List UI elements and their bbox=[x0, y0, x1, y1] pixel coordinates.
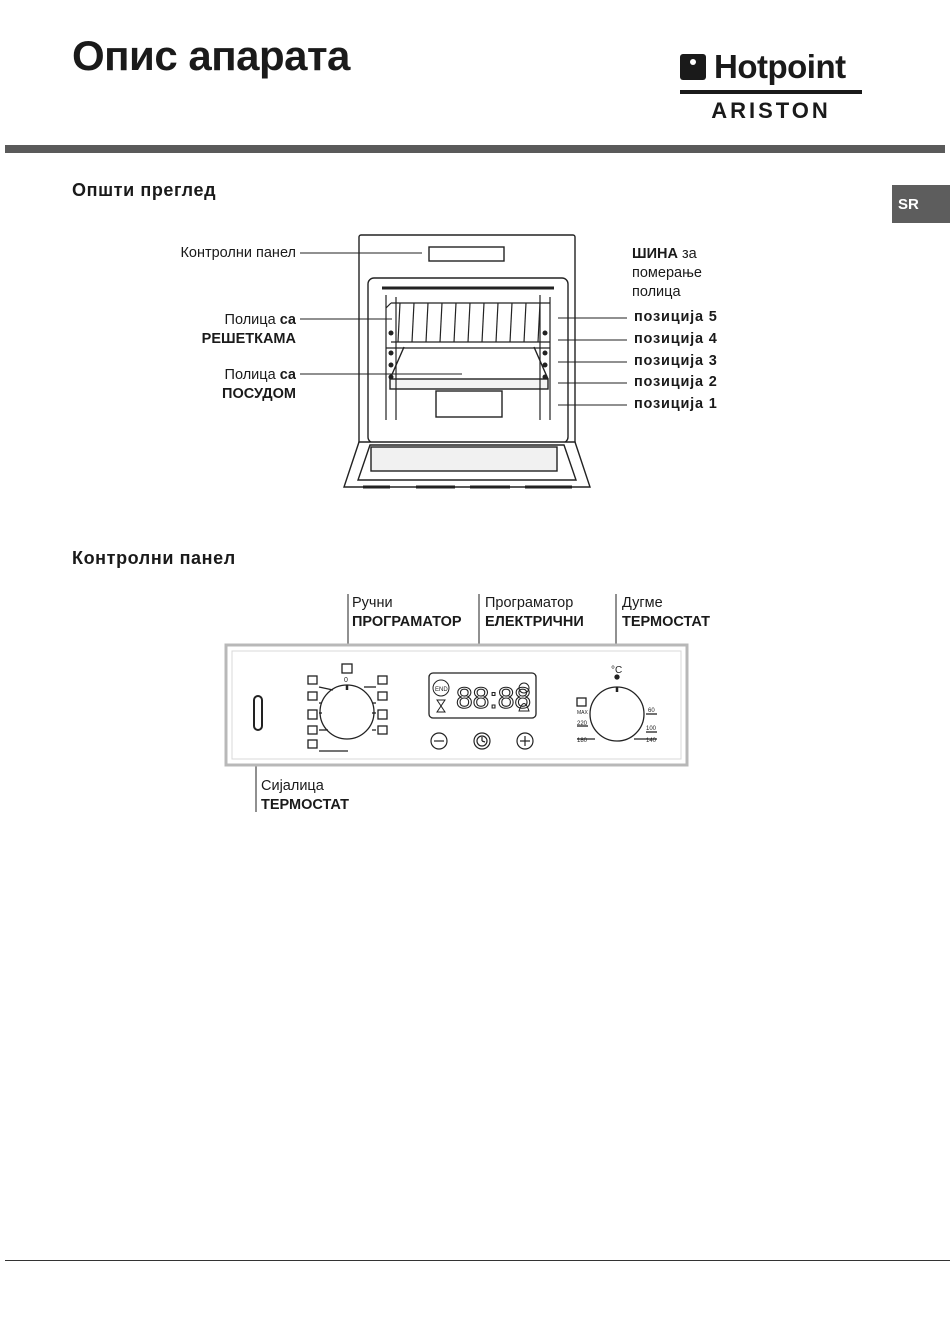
callout-lamp-line1: Сијалица bbox=[261, 778, 324, 794]
callout-manual-line2: ПРОГРАМАТОР bbox=[352, 614, 462, 630]
position-2: позиција 2 bbox=[634, 374, 718, 390]
position-5: позиција 5 bbox=[634, 309, 718, 325]
callout-manual-line1: Ручни bbox=[352, 595, 393, 611]
position-1: позиција 1 bbox=[634, 396, 718, 412]
overview-heading: Општи преглед bbox=[72, 180, 217, 200]
page-title: Опис апарата bbox=[72, 32, 350, 79]
oven-body bbox=[359, 235, 575, 447]
oven-back-vent bbox=[436, 391, 502, 417]
callout-electronic-line2: ЕЛЕКТРИЧНИ bbox=[485, 614, 584, 630]
rack-shelf bbox=[386, 303, 550, 348]
display-end-label: END bbox=[435, 687, 448, 693]
label-tray-shelf-type: ПОСУДОМ bbox=[222, 386, 296, 402]
callout-lamp-line2: ТЕРМОСТАТ bbox=[261, 797, 350, 813]
oven-door-glass bbox=[371, 447, 557, 471]
label-tray-shelf bbox=[150, 366, 296, 404]
brand-logo bbox=[680, 48, 862, 124]
thermostat-60: 60 bbox=[648, 708, 655, 714]
header-divider bbox=[5, 145, 945, 153]
label-rack-shelf-word: Полица bbox=[224, 312, 276, 328]
label-rail-for: за bbox=[681, 246, 697, 262]
label-rail-line3: полица bbox=[632, 284, 681, 300]
oven-control-window bbox=[429, 247, 504, 261]
brand-mark-icon bbox=[680, 54, 706, 80]
thermostat-140: 140 bbox=[646, 738, 657, 744]
thermostat-180: 180 bbox=[577, 738, 588, 744]
position-3: позиција 3 bbox=[634, 353, 718, 369]
selector-zero-label: 0 bbox=[344, 677, 348, 684]
side-rail-right bbox=[540, 295, 550, 420]
label-rack-shelf-with: са bbox=[279, 312, 296, 328]
label-tray-shelf-word: Полица bbox=[224, 367, 276, 383]
brand-name: Hotpoint bbox=[714, 48, 846, 85]
label-rail-line2: померање bbox=[632, 265, 702, 281]
footer-divider bbox=[5, 1260, 950, 1261]
display-digits: 88:88 bbox=[456, 682, 532, 715]
callout-buttons-line2: ТЕРМОСТАТ bbox=[622, 614, 711, 630]
label-rack-shelf bbox=[150, 311, 296, 349]
callout-buttons-line1: Дугме bbox=[622, 595, 663, 611]
position-4: позиција 4 bbox=[634, 331, 718, 347]
brand-subname: ARISTON bbox=[711, 98, 831, 123]
label-tray-shelf-with: са bbox=[279, 367, 296, 383]
thermostat-100: 100 bbox=[646, 726, 657, 732]
side-rail-left bbox=[386, 295, 396, 420]
thermostat-220: 220 bbox=[577, 721, 588, 727]
control-panel-diagram bbox=[220, 590, 700, 820]
callout-electronic-line1: Програматор bbox=[485, 595, 574, 611]
thermostat-unit: °C bbox=[611, 665, 623, 676]
label-rail bbox=[632, 245, 792, 302]
language-tab: SR bbox=[892, 185, 950, 223]
tray-shelf bbox=[390, 347, 548, 389]
brand-rule bbox=[680, 90, 862, 94]
label-rack-shelf-type: РЕШЕТКАМА bbox=[201, 331, 296, 347]
thermostat-max: MAX bbox=[577, 710, 588, 716]
label-control-panel: Контролни панел bbox=[180, 245, 296, 261]
control-panel-heading: Контролни панел bbox=[72, 548, 236, 568]
label-rail-bold: ШИНА bbox=[632, 246, 678, 262]
